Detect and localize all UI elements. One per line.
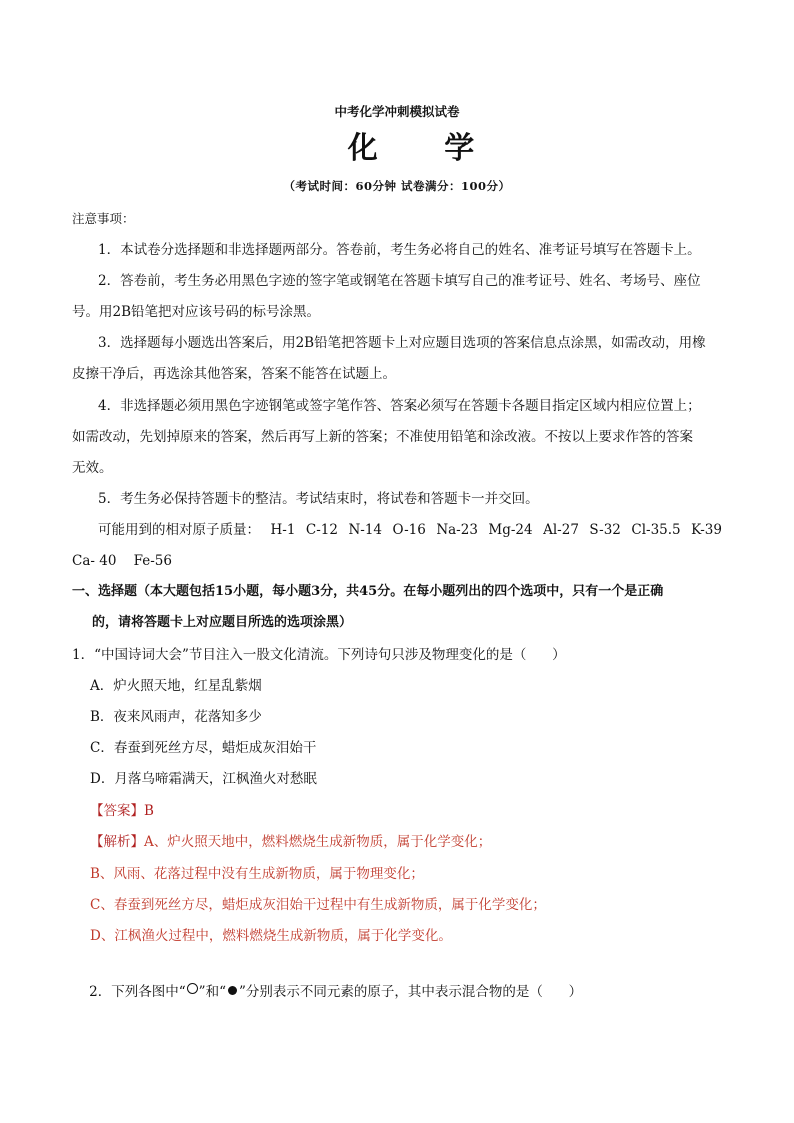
question-2-stem-part-2: ”和“: [198, 984, 226, 1000]
atomic-mass-mg: Mg-24: [488, 522, 533, 538]
question-1-analysis-a: [90, 833, 491, 851]
notice-item-4-line-3: 无效。: [72, 460, 113, 476]
question-2-stem: [72, 965, 582, 1019]
section-1-heading-line-2: 的，请将答题卡上对应题目所选的选项涂黑）: [92, 615, 353, 630]
question-2-stem-part-3: ”分别表示不同元素的原子，其中表示混合物的是（ ）: [238, 984, 583, 1000]
atomic-masses-row: [98, 521, 722, 539]
atomic-mass-al: Al-27: [543, 522, 579, 538]
question-1-option-a: A．炉火照天地，红星乱紫烟: [90, 678, 262, 694]
exam-supertitle: 中考化学冲刺模拟试卷: [334, 104, 460, 119]
question-1-analysis-d: D、江枫渔火过程中，燃料燃烧生成新物质，属于化学变化。: [90, 928, 452, 944]
atomic-mass-k: K-39: [691, 522, 722, 538]
exam-title: 化 学: [347, 131, 503, 166]
atomic-mass-na: Na-23: [436, 522, 478, 538]
analysis-a-text: A、炉火照天地中，燃料燃烧生成新物质，属于化学变化；: [144, 834, 492, 850]
atomic-masses-line-2: Ca- 40 Fe-56: [72, 553, 172, 569]
atomic-mass-o: O-16: [392, 522, 426, 538]
notice-item-4-line-1: 4．非选择题必须用黑色字迹钢笔或签字笔作答、答案必须写在答题卡各题目指定区域内相应位置上；: [98, 398, 701, 414]
atomic-mass-n: N-14: [348, 522, 383, 538]
atomic-mass-h: H-1: [270, 522, 296, 538]
filled-atom-circle-icon: [228, 986, 237, 995]
notice-item-1: 1．本试卷分选择题和非选择题两部分。答卷前，考生务必将自己的姓名、准考证号填写在答题卡上。: [98, 242, 701, 258]
notice-heading: 注意事项：: [72, 211, 135, 226]
answer-label: 【答案】: [90, 803, 144, 819]
answer-value: B: [144, 803, 154, 819]
notice-item-4-line-2: 如需改动，先划掉原来的答案，然后再写上新的答案；不准使用铅笔和涂改液。不按以上要求作答的答案: [72, 429, 693, 445]
notice-item-3-line-2: 皮擦干净后，再选涂其他答案，答案不能答在试题上。: [72, 366, 396, 382]
analysis-label: 【解析】: [90, 834, 144, 850]
atomic-mass-c: C-12: [305, 522, 338, 538]
question-1-stem: 1．“中国诗词大会”节目注入一股文化清流。下列诗句只涉及物理变化的是（ ）: [72, 647, 566, 663]
question-1-analysis-c: C、春蚕到死丝方尽，蜡炬成灰泪始干过程中有生成新物质，属于化学变化；: [90, 897, 546, 913]
question-1-analysis-b: B、风雨、花落过程中没有生成新物质，属于物理变化；: [90, 866, 424, 882]
atomic-mass-cl: Cl-35.5: [631, 522, 681, 538]
notice-item-3-line-1: 3．选择题每小题选出答案后，用2B铅笔把答题卡上对应题目选项的答案信息点涂黑，如需改动，用橡: [98, 335, 706, 351]
open-atom-circle-icon: [187, 983, 198, 994]
atomic-masses-label: 可能用到的相对原子质量：: [98, 522, 260, 538]
question-1-answer: [90, 802, 154, 820]
exam-subtitle: （考试时间：60分钟 试卷满分：100分）: [283, 179, 511, 193]
question-1-option-d: D．月落乌啼霜满天，江枫渔火对愁眠: [90, 771, 317, 787]
notice-item-2-line-2: 号。用2B铅笔把对应该号码的标号涂黑。: [72, 304, 321, 320]
question-1-option-b: B．夜来风雨声，花落知多少: [90, 709, 262, 725]
atomic-mass-s: S-32: [589, 522, 621, 538]
question-2-stem-part-1: 2．下列各图中“: [89, 984, 186, 1000]
section-1-heading-line-1: 一、选择题（本大题包括15小题，每小题3分，共45分。在每小题列出的四个选项中，只有一个是正确: [72, 584, 664, 599]
notice-item-2-line-1: 2．答卷前，考生务必用黑色字迹的签字笔或钢笔在答题卡填写自己的准考证号、姓名、考场号、座位: [98, 273, 701, 289]
question-1-option-c: C．春蚕到死丝方尽，蜡炬成灰泪始干: [90, 740, 317, 756]
notice-item-5: 5．考生务必保持答题卡的整洁。考试结束时，将试卷和答题卡一并交回。: [98, 491, 539, 507]
